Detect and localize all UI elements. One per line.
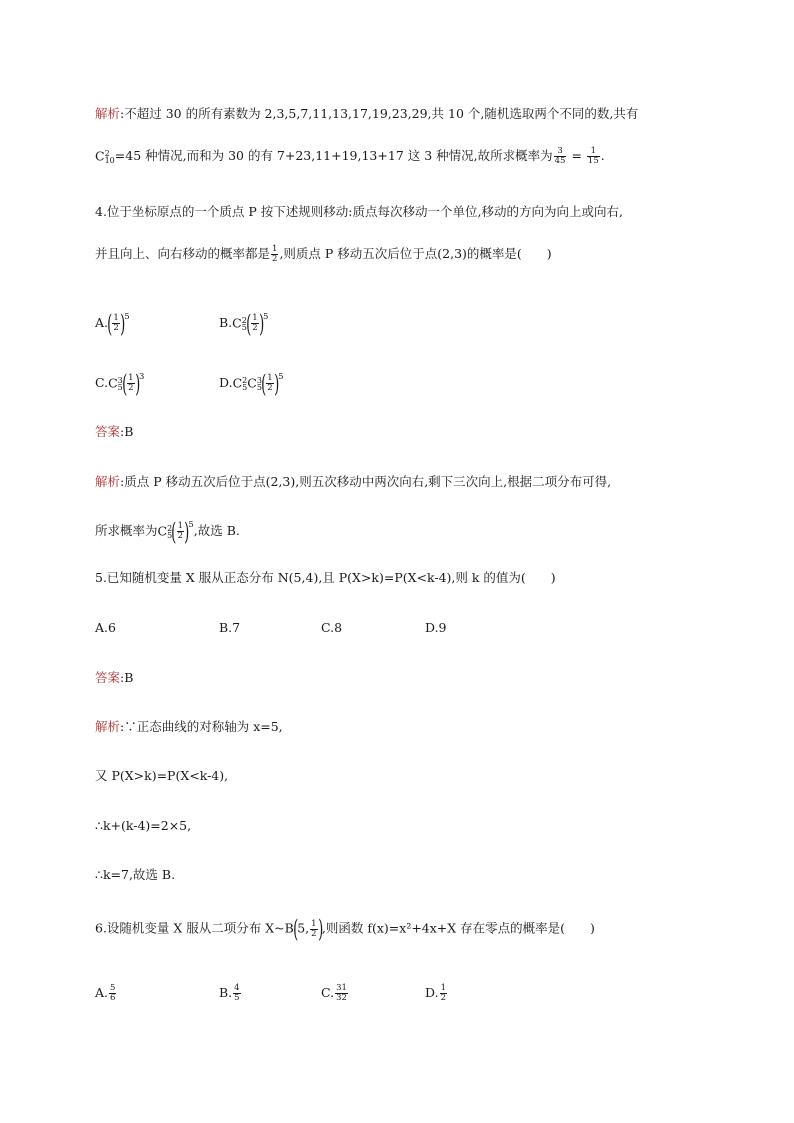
q4-analysis-line2: 所求概率为C 2 5 ( $\frac{1}{2}$ )$^5$,故选 B. <box>95 517 240 546</box>
fraction-3-45: $\frac{3}{45}$ <box>554 146 566 166</box>
q3-analysis-text2: =45 种情况,而和为 30 的有 7+23,11+19,13+17 这 3 种情况,故所求概率为 <box>114 148 553 163</box>
answer-label: 答案 <box>95 670 121 685</box>
answer-label: 答案 <box>95 424 121 439</box>
fraction-1-15: $\frac{1}{15}$ <box>587 146 599 166</box>
q5-option-c: C.8 <box>321 620 343 635</box>
q4-stem-line2: 并且向上、向右移动的概率都是 $\frac{1}{2}$ ,则质点 P 移动五次后位于点(2,3)的概率是( ) <box>95 244 552 264</box>
q6-option-d: D. $\frac{1}{2}$ <box>425 983 446 1003</box>
analysis-label: 解析 <box>95 474 121 489</box>
q4-option-d: D.C 2 5 C 3 5 ( $\frac{1}{2}$ )$^5$ <box>219 369 284 398</box>
combination-c-10-2: C 2 10 <box>95 148 115 165</box>
q5-answer: 答案:B <box>95 670 134 685</box>
q5-analysis-step2: 又 P(X>k)=P(X<k-4), <box>95 768 229 783</box>
q5-analysis-line1: 解析:∵正态曲线的对称轴为 x=5, <box>95 719 283 734</box>
q4-stem-line1: 4.位于坐标原点的一个质点 P 按下述规则移动:质点每次移动一个单位,移动的方向为向上或向右, <box>95 204 623 219</box>
q5-option-a: A.6 <box>95 620 116 635</box>
q6-stem: 6.设随机变量 X 服从二项分布 X~B(5, $\frac{1}{2}$ ),则函数 f(x)=x²+4x+X 存在零点的概率是( ) <box>95 915 595 943</box>
q4-answer: 答案:B <box>95 424 134 439</box>
q4-option-c: C.C 3 5 ( $\frac{1}{2}$ )$^3$ <box>95 369 145 398</box>
q4-option-b: B.C 2 5 ( $\frac{1}{2}$ )$^5$ <box>219 309 269 338</box>
q6-option-c: C. $\frac{31}{32}$ <box>321 983 347 1003</box>
q4-analysis-line1: 解析:质点 P 移动五次后位于点(2,3),则五次移动中两次向右,剩下三次向上,根据二项分布可得, <box>95 474 612 489</box>
q5-analysis-step4: ∴k=7,故选 B. <box>95 867 176 882</box>
q5-stem: 5.已知随机变量 X 服从正态分布 N(5,4),且 P(X>k)=P(X<k-4),则 k 的值为( ) <box>95 570 556 585</box>
q5-option-d: D.9 <box>425 620 447 635</box>
q3-analysis-text1: :不超过 30 的所有素数为 2,3,5,7,11,13,17,19,23,29,共 10 个,随机选取两个不同的数,共有 <box>120 106 639 121</box>
q3-analysis-line1 <box>95 104 638 124</box>
q6-option-a: A. $\frac{5}{6}$ <box>95 983 116 1003</box>
analysis-label: 解析 <box>95 106 121 121</box>
fraction-1-2: $\frac{1}{2}$ <box>272 244 278 264</box>
q6-option-b: B. $\frac{4}{5}$ <box>219 983 240 1003</box>
q3-analysis-line2: C 2 10 =45 种情况,而和为 30 的有 7+23,11+19,13+17 这 3 种情况,故所求概率为 $\frac{3}{45}$ = $\frac{1}{15}$ . <box>95 146 605 166</box>
q4-option-a: A.( $\frac{1}{2}$ )$^5$ <box>95 309 130 338</box>
analysis-label: 解析 <box>95 719 121 734</box>
q5-option-b: B.7 <box>219 620 241 635</box>
q5-analysis-step3: ∴k+(k-4)=2×5, <box>95 818 192 833</box>
